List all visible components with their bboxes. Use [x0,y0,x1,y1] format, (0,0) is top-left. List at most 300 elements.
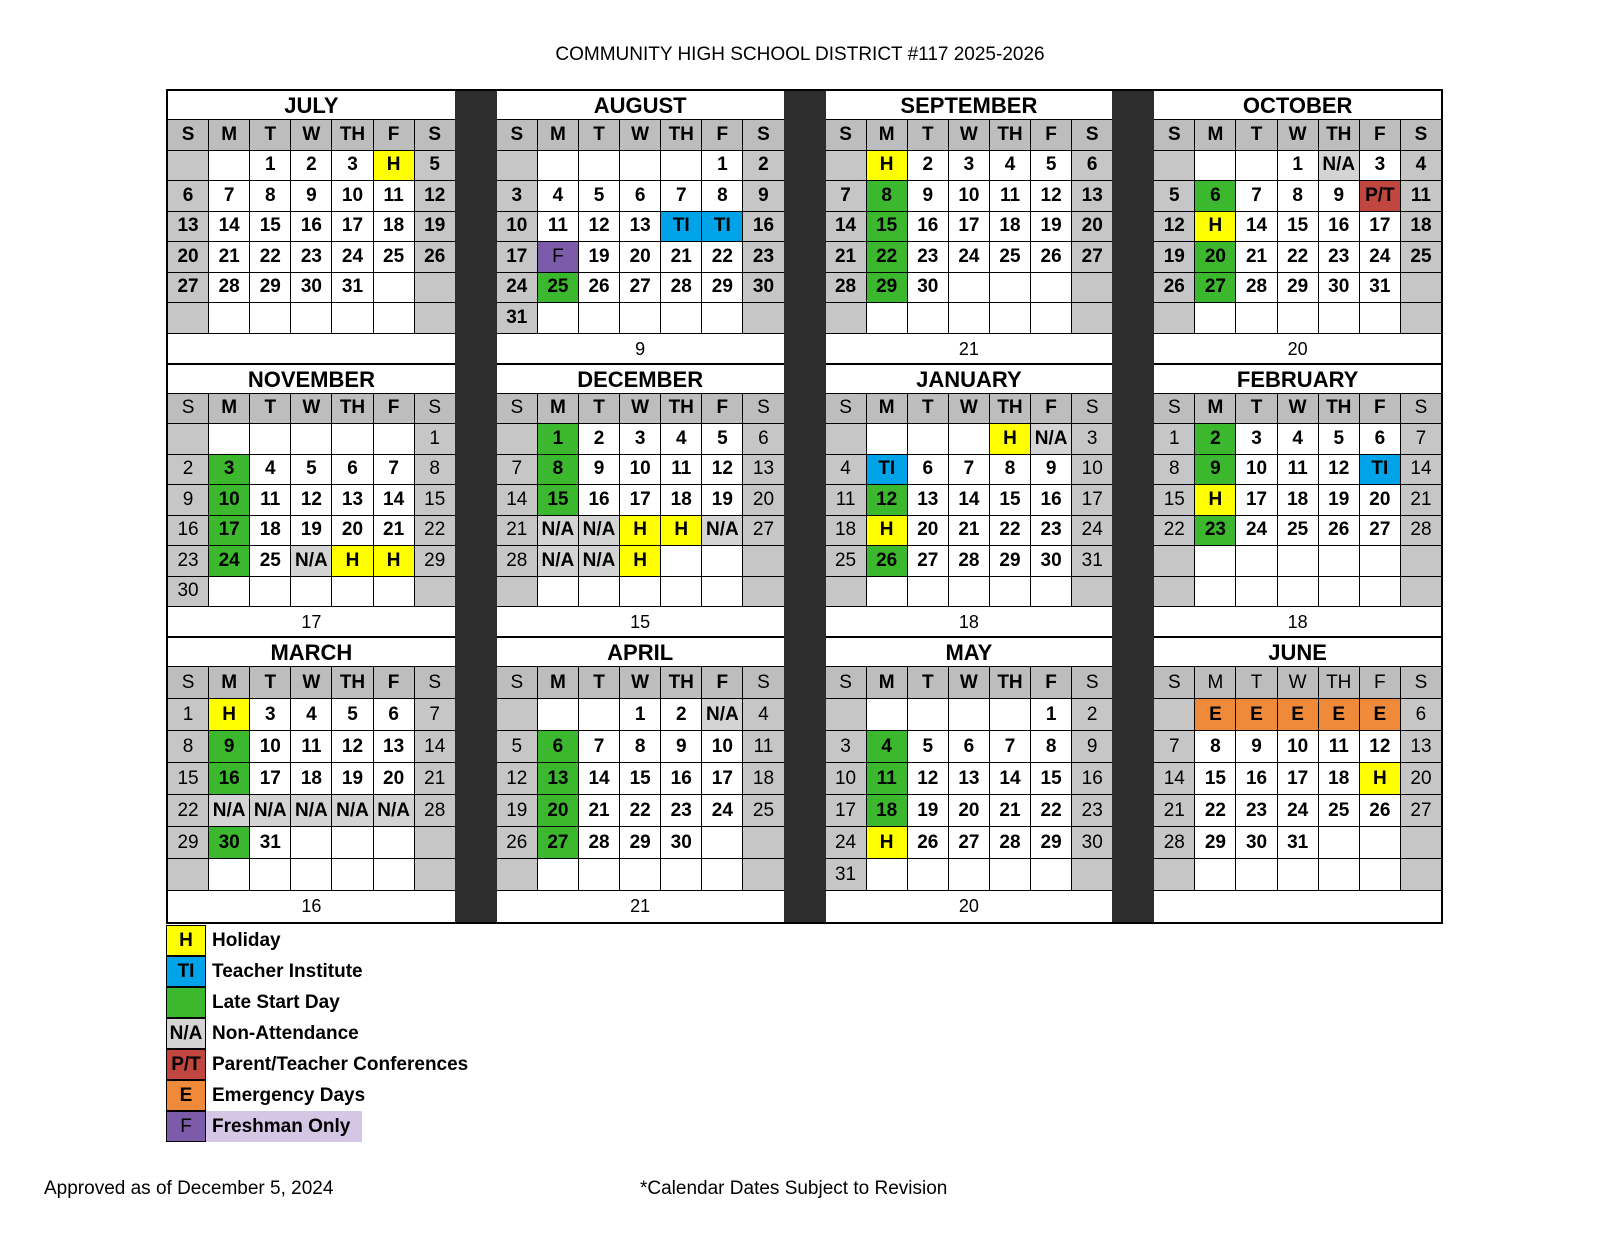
day-cell: 22 [702,242,743,273]
day-cell: 19 [1154,242,1195,273]
week-row [826,151,1113,182]
day-cell [1278,303,1319,334]
day-cell: 24 [702,795,743,827]
month-separator [1112,638,1154,922]
day-cell [1360,577,1401,608]
day-cell [949,303,990,334]
day-header: W [949,394,990,425]
day-header-row [168,667,455,699]
day-header: S [168,120,209,151]
day-cell: 5 [1031,151,1072,182]
day-cell [1236,546,1277,577]
month-name: APRIL [497,638,784,667]
day-cell: N/A [538,516,579,547]
month-april [497,638,784,922]
day-cell: 3 [949,151,990,182]
day-cell: E [1195,699,1236,731]
day-cell [1278,546,1319,577]
day-cell [1072,859,1112,891]
week-row [168,546,455,577]
day-header: M [867,394,908,425]
day-header: M [1195,120,1236,151]
week-row [168,577,455,608]
day-header: W [291,120,332,151]
day-header-row [168,394,455,425]
day-cell: 7 [990,731,1031,763]
day-cell: 23 [661,795,702,827]
week-row [168,763,455,795]
day-cell: 22 [1278,242,1319,273]
day-cell: 9 [908,181,949,212]
day-cell: 21 [1154,795,1195,827]
day-cell: TI [1360,455,1401,486]
day-cell: E [1278,699,1319,731]
day-header: M [538,120,579,151]
day-cell: 28 [209,273,250,304]
day-cell: 1 [620,699,661,731]
week-row [826,699,1113,731]
day-header: TH [661,120,702,151]
day-cell [291,859,332,891]
month-name: SEPTEMBER [826,91,1113,120]
day-cell: 20 [743,485,783,516]
attendance-day-count: 16 [301,896,322,916]
calendar-band [168,638,1441,922]
legend-item [166,1111,468,1142]
day-cell: 7 [826,181,867,212]
day-cell: 15 [867,212,908,243]
day-cell: 22 [415,516,455,547]
day-cell: 3 [826,731,867,763]
day-cell [990,303,1031,334]
day-cell [579,577,620,608]
day-cell [1154,699,1195,731]
day-cell: 16 [743,212,783,243]
day-cell: 16 [908,212,949,243]
day-cell: 11 [1401,181,1441,212]
day-cell: 19 [332,763,373,795]
month-july [168,91,455,365]
day-cell [1401,546,1441,577]
day-cell [415,273,455,304]
day-cell [1236,577,1277,608]
month-name: FEBRUARY [1154,365,1441,394]
day-cell: 26 [1319,516,1360,547]
day-cell [702,859,743,891]
day-cell [538,859,579,891]
week-row [1154,827,1441,859]
week-row [497,795,784,827]
day-cell: H [1195,212,1236,243]
day-cell: 25 [743,795,783,827]
day-cell: 14 [374,485,415,516]
week-row [826,546,1113,577]
day-cell: 21 [826,242,867,273]
legend-label: Holiday [212,930,281,951]
day-header: S [1154,394,1195,425]
day-cell: 25 [374,242,415,273]
day-cell: 22 [250,242,291,273]
day-cell [374,273,415,304]
day-cell: 20 [332,516,373,547]
day-cell: 11 [743,731,783,763]
day-cell [1360,827,1401,859]
day-cell [949,699,990,731]
day-cell: 29 [1195,827,1236,859]
day-cell: 17 [209,516,250,547]
day-cell: 12 [1031,181,1072,212]
day-cell [661,859,702,891]
day-cell: 25 [826,546,867,577]
day-cell: 29 [250,273,291,304]
day-cell: N/A [1319,151,1360,182]
day-cell: 2 [579,424,620,455]
week-row [168,859,455,891]
legend-label: Freshman Only [206,1111,362,1142]
day-cell: 11 [374,181,415,212]
day-header: S [1154,667,1195,699]
day-cell [497,151,538,182]
day-cell: 4 [990,151,1031,182]
day-cell: 15 [1031,763,1072,795]
week-row [1154,303,1441,334]
day-cell: 14 [1401,455,1441,486]
day-cell: 17 [497,242,538,273]
day-cell: N/A [374,795,415,827]
day-header: S [415,667,455,699]
day-cell: 6 [743,424,783,455]
day-header-row [826,667,1113,699]
legend-label: Teacher Institute [212,961,363,982]
day-cell: E [1360,699,1401,731]
week-row [168,424,455,455]
day-cell: 4 [291,699,332,731]
day-cell: 8 [250,181,291,212]
day-cell: H [620,516,661,547]
day-header: T [579,394,620,425]
day-cell: 27 [743,516,783,547]
day-cell [374,827,415,859]
day-cell: 4 [250,455,291,486]
day-cell: 23 [1072,795,1112,827]
day-header: M [867,667,908,699]
day-cell [620,303,661,334]
day-cell: 22 [168,795,209,827]
day-cell: 27 [620,273,661,304]
day-header: S [1072,394,1112,425]
day-cell [908,577,949,608]
day-cell [250,577,291,608]
day-cell: 6 [949,731,990,763]
day-cell: F [538,242,579,273]
day-cell: 12 [702,455,743,486]
day-cell [209,151,250,182]
day-cell: 4 [538,181,579,212]
legend-swatch: P/T [166,1049,206,1080]
day-cell [702,303,743,334]
approval-note: Approved as of December 5, 2024 [44,1178,334,1199]
day-cell [826,577,867,608]
day-header: F [1031,394,1072,425]
day-cell [209,303,250,334]
day-cell: 15 [168,763,209,795]
day-cell [291,577,332,608]
day-cell: 3 [1360,151,1401,182]
day-cell: 18 [1278,485,1319,516]
day-cell: 13 [374,731,415,763]
day-cell: 8 [415,455,455,486]
day-cell [661,546,702,577]
day-header: T [1236,394,1277,425]
day-cell: 25 [990,242,1031,273]
day-cell [332,424,373,455]
day-cell: 29 [620,827,661,859]
day-cell: 3 [1236,424,1277,455]
day-cell: N/A [538,546,579,577]
week-row [168,242,455,273]
day-cell: 17 [826,795,867,827]
day-cell: 18 [661,485,702,516]
day-cell: 21 [990,795,1031,827]
day-header: M [209,667,250,699]
day-cell: 19 [1319,485,1360,516]
day-cell: 18 [250,516,291,547]
day-cell [332,303,373,334]
week-row [497,859,784,891]
day-cell: 2 [743,151,783,182]
day-cell: 7 [1401,424,1441,455]
week-row [826,424,1113,455]
week-row [826,763,1113,795]
day-cell [1236,859,1277,891]
day-cell: 10 [1236,455,1277,486]
legend-swatch: TI [166,956,206,987]
day-cell: H [374,546,415,577]
day-cell: 31 [497,303,538,334]
day-cell: 10 [1072,455,1112,486]
day-cell: 5 [1154,181,1195,212]
day-cell: 12 [332,731,373,763]
week-row [826,273,1113,304]
day-cell: 18 [1401,212,1441,243]
day-header: S [497,667,538,699]
day-cell [826,699,867,731]
week-row [826,455,1113,486]
day-header: W [620,120,661,151]
day-cell: 1 [1154,424,1195,455]
day-cell [1401,273,1441,304]
day-cell: 18 [826,516,867,547]
day-cell: 3 [1072,424,1112,455]
calendar-band [168,365,1441,639]
day-cell: 21 [661,242,702,273]
day-cell: 10 [209,485,250,516]
day-cell: 11 [990,181,1031,212]
day-cell: 23 [1236,795,1277,827]
day-header: S [826,120,867,151]
day-cell: H [867,151,908,182]
day-header: TH [1319,394,1360,425]
day-cell [538,577,579,608]
day-cell: 26 [1360,795,1401,827]
day-cell: H [1195,485,1236,516]
day-cell [1195,303,1236,334]
day-cell: 26 [497,827,538,859]
day-cell: 28 [415,795,455,827]
day-cell: 6 [168,181,209,212]
day-cell: 10 [949,181,990,212]
day-cell [209,424,250,455]
day-cell: 6 [620,181,661,212]
day-cell: H [1360,763,1401,795]
week-row [168,699,455,731]
week-row [826,181,1113,212]
month-august [497,91,784,365]
day-cell: 22 [1154,516,1195,547]
day-cell [1154,151,1195,182]
day-cell [908,303,949,334]
day-cell: 12 [415,181,455,212]
day-cell: 13 [949,763,990,795]
legend [166,925,468,1142]
day-cell: 10 [332,181,373,212]
day-cell: 10 [250,731,291,763]
day-cell [374,577,415,608]
day-cell: 6 [374,699,415,731]
day-cell: 5 [415,151,455,182]
day-cell: 8 [1278,181,1319,212]
day-cell: N/A [209,795,250,827]
week-row [168,212,455,243]
week-row [168,795,455,827]
day-cell: 11 [661,455,702,486]
day-cell [990,577,1031,608]
day-cell: 3 [209,455,250,486]
day-header: F [374,667,415,699]
day-cell [1360,303,1401,334]
day-cell: 7 [374,455,415,486]
day-header: F [1360,394,1401,425]
day-cell: 29 [168,827,209,859]
week-row [1154,455,1441,486]
legend-item [166,956,468,987]
day-cell: 27 [1195,273,1236,304]
day-header: S [1072,120,1112,151]
day-cell: 7 [209,181,250,212]
day-cell [1031,303,1072,334]
week-row [497,546,784,577]
day-header-row [1154,667,1441,699]
day-cell: N/A [579,546,620,577]
day-cell: 14 [1154,763,1195,795]
day-cell: 28 [579,827,620,859]
week-row [1154,546,1441,577]
day-header: W [1278,394,1319,425]
day-header: M [538,667,579,699]
day-header: T [908,394,949,425]
day-cell [1154,859,1195,891]
day-cell: 24 [1072,516,1112,547]
day-header: W [291,394,332,425]
legend-item [166,1080,468,1111]
day-cell [374,859,415,891]
day-cell: 31 [826,859,867,891]
day-cell: 12 [908,763,949,795]
attendance-day-count: 20 [958,896,979,916]
day-cell: 8 [538,455,579,486]
day-cell: 24 [209,546,250,577]
week-row [826,212,1113,243]
week-row [168,181,455,212]
day-cell: 27 [949,827,990,859]
day-cell: 11 [291,731,332,763]
day-cell: 11 [538,212,579,243]
day-cell: 29 [1031,827,1072,859]
day-cell: 14 [949,485,990,516]
day-cell: 15 [620,763,661,795]
day-header-row [1154,120,1441,151]
day-cell: 16 [1319,212,1360,243]
month-september [826,91,1113,365]
day-cell: 21 [374,516,415,547]
day-cell: 16 [1236,763,1277,795]
day-cell [250,424,291,455]
day-cell: 16 [1072,763,1112,795]
day-header: T [1236,667,1277,699]
day-header: T [908,667,949,699]
day-cell: 6 [1195,181,1236,212]
day-cell: H [332,546,373,577]
day-cell: 22 [1195,795,1236,827]
day-cell [826,303,867,334]
day-cell: 24 [332,242,373,273]
day-header-row [497,667,784,699]
day-cell: 28 [1401,516,1441,547]
month-separator [455,638,497,922]
day-cell: 14 [415,731,455,763]
attendance-day-count: 18 [1154,607,1441,638]
day-cell: 20 [538,795,579,827]
day-cell [209,577,250,608]
week-row [826,795,1113,827]
day-cell: 14 [497,485,538,516]
day-header: S [168,667,209,699]
day-cell: 30 [168,577,209,608]
day-cell [1319,859,1360,891]
day-cell: 25 [1278,516,1319,547]
day-header: W [949,667,990,699]
day-header: T [908,120,949,151]
day-header: M [867,120,908,151]
day-cell [949,424,990,455]
day-header: S [415,394,455,425]
week-row [1154,151,1441,182]
day-cell: 18 [867,795,908,827]
day-cell: 30 [291,273,332,304]
day-cell [743,859,783,891]
week-row [497,181,784,212]
day-cell: 2 [1195,424,1236,455]
day-cell: 28 [497,546,538,577]
day-cell: 12 [867,485,908,516]
day-cell: 11 [1319,731,1360,763]
day-cell [538,303,579,334]
day-cell: 10 [620,455,661,486]
day-cell [990,273,1031,304]
day-cell [826,151,867,182]
day-cell: 20 [374,763,415,795]
day-cell: 26 [1031,242,1072,273]
